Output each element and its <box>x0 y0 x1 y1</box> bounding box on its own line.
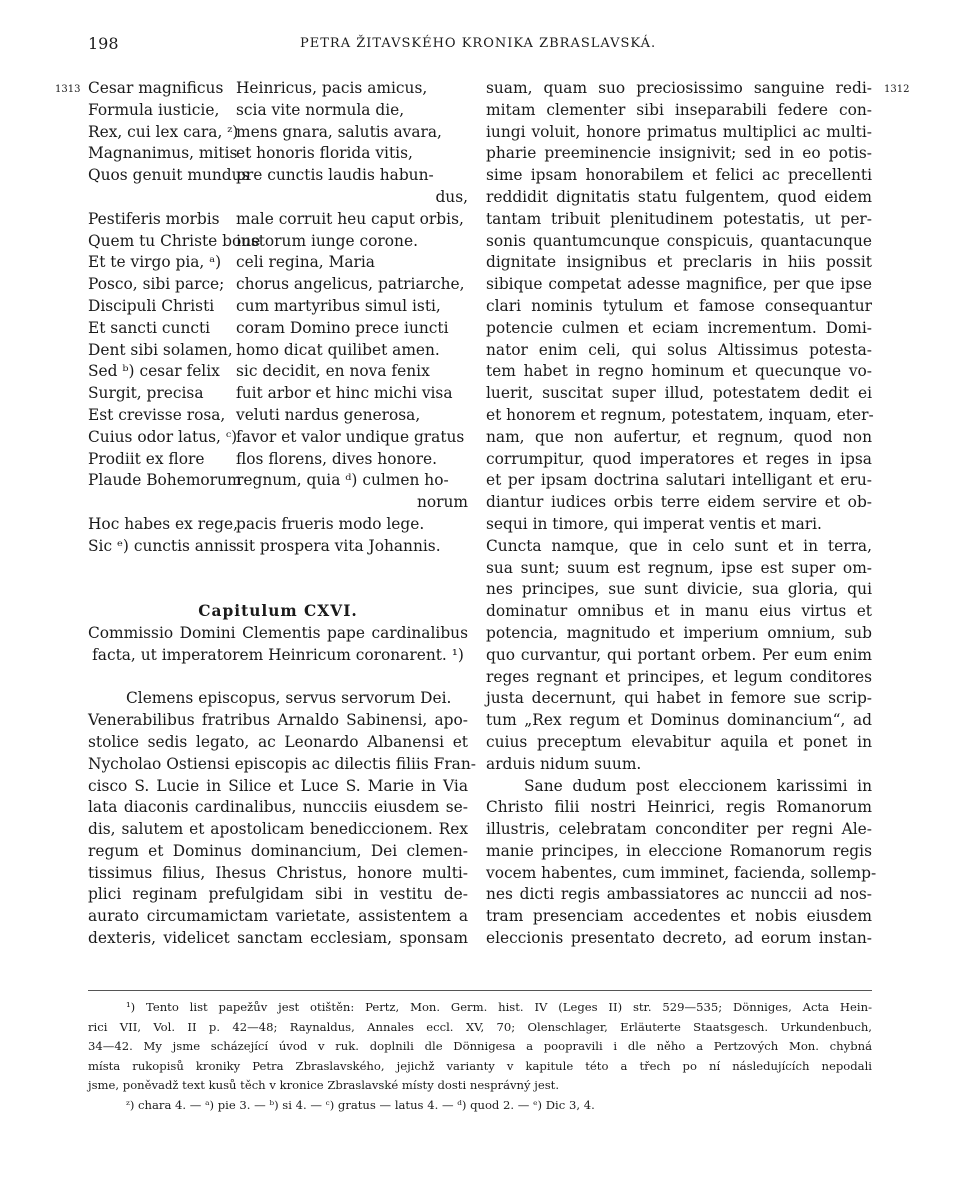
prose-line: potencia, magnitudo et imperium omnium, sub <box>486 623 872 642</box>
verse-line <box>88 122 468 144</box>
verse-second-half: mens gnara, salutis avara, <box>236 122 442 141</box>
verse-line <box>88 209 468 231</box>
prose-line: mitam clementer sibi inseparabili federe con- <box>486 100 872 119</box>
spacer <box>88 558 468 580</box>
prose-line: tem habet in regno hominum et quecunque vo- <box>486 362 872 381</box>
prose-line: nes dicti regis ambassiatores ac nunccii ad nos- <box>486 885 872 904</box>
prose-line: justa decernunt, qui habet in femore sue scrip- <box>486 689 872 708</box>
prose-line: aurato circumamictam varietate, assistentem a <box>88 907 468 926</box>
verse-first-half: Est crevisse rosa, <box>88 405 226 424</box>
spacer <box>88 579 468 601</box>
verse-runover <box>88 187 468 209</box>
prose-line: sequi in timore, qui imperat ventis et mari. <box>486 514 822 533</box>
verse-line <box>88 340 468 362</box>
verse-first-half: Quem tu Christe bone <box>88 231 261 250</box>
running-title: PETRA ŽITAVSKÉHO KRONIKA ZBRASLAVSKÁ. <box>300 36 657 51</box>
footnote-line: místa rukopisů kroniky Petra Zbraslavského, jejichž varianty v kapitule této a třech po ní následujících nepodali <box>88 1058 872 1073</box>
verse-line <box>88 318 468 340</box>
prose-line: tantam tribuit plenitudinem potestatis, ut per- <box>486 209 872 228</box>
verse-first-half: Surgit, precisa <box>88 384 204 403</box>
verse-second-half: pacis frueris modo lege. <box>236 514 425 533</box>
page-number: 198 <box>88 34 119 53</box>
verse-first-half: Discipuli Christi <box>88 296 215 315</box>
prose-line: regum et Dominus dominancium, Dei clemen- <box>88 841 468 860</box>
footnote-line: ¹) Tento list papežův jest otištěn: Pertz, Mon. Germ. hist. IV (Leges II) str. 529—535; Dönniges, Acta Hein- <box>126 1000 872 1014</box>
footnote-line: jsme, poněvadž text kusů těch v kronice Zbraslavské místy dosti nesprávný jest. <box>88 1078 560 1092</box>
verse-first-half: Et sancti cuncti <box>88 318 211 337</box>
verse-second-half: pre cunctis laudis habun- <box>236 166 434 185</box>
verse-second-half: et honoris florida vitis, <box>236 144 413 163</box>
prose-line: stolice sedis legato, ac Leonardo Albanensi et <box>88 732 468 751</box>
verse-line <box>88 536 468 558</box>
prose-line: potencie culmen et eciam incrementum. Domi- <box>486 318 872 337</box>
footnote-rule <box>88 990 872 991</box>
margin-year-left: 1313 <box>55 84 81 95</box>
prose-line: tissimus filius, Ihesus Christus, honore multi- <box>88 863 468 882</box>
prose-line: cisco S. Lucie in Silice et Luce S. Marie in Via <box>88 776 468 795</box>
prose-line: luerit, suscitat super illud, potestatem dedit ei <box>486 384 872 403</box>
prose-line: lata diaconis cardinalibus, nuncciis eiusdem se- <box>88 798 468 817</box>
verse-first-half: Dent sibi solamen, <box>88 340 233 359</box>
right-column <box>486 78 877 950</box>
spacer <box>88 667 468 689</box>
prose-line: cuius preceptum elevabitur aquila et ponet in <box>486 732 872 751</box>
verse-line <box>88 405 468 427</box>
verse-second-half: scia vite normula die, <box>236 100 405 119</box>
footnote-line: 34—42. My jsme scházející úvod v ruk. doplnili dle Dönnigesa a poopravili i dle něho a Pertzových Mon. chybná <box>88 1039 872 1053</box>
verse-second-half: favor et valor undique gratus <box>236 427 465 446</box>
prose-line: clari nominis tytulum et famose consequantur <box>486 296 872 315</box>
verse-first-half: Formula iusticie, <box>88 100 220 119</box>
verse-line <box>88 231 468 253</box>
prose-line: et honorem et regnum, potestatem, inquam, eter- <box>486 405 874 424</box>
verse-second-half: veluti nardus generosa, <box>236 405 421 424</box>
prose-line: suam, quam suo preciosissimo sanguine redi- <box>486 79 872 97</box>
verse-first-half: Cuius odor latus, ᶜ) <box>88 427 238 446</box>
prose-line: dis, salutem et apostolicam benediccionem. Rex <box>88 820 468 839</box>
prose-line: Christo filii nostri Heinrici, regis Romanorum <box>486 798 872 817</box>
prose-line: corrumpitur, quod imperatores et reges in ipsa <box>486 449 872 468</box>
verse-first-half: Magnanimus, mitis <box>88 144 238 163</box>
footnote-line: rici VII, Vol. II p. 42—48; Raynaldus, Annales eccl. XV, 70; Olenschlager, Erläuterte Staatsgesch. Urkundenbuch, <box>88 1019 872 1034</box>
prose-line: dominatur omnibus et in manu eius virtus et <box>486 602 872 621</box>
prose-line: arduis nidum suum. <box>486 754 642 773</box>
verse-first-half: Prodiit ex flore <box>88 449 205 468</box>
verse-line <box>88 470 468 492</box>
prose-line: eleccionis presentato decreto, ad eorum instan- <box>486 929 872 948</box>
prose-line: illustris, celebratam conconditer per regni Ale- <box>486 820 872 839</box>
prose-line: Clemens episcopus, servus servorum Dei. <box>126 689 452 708</box>
verse-first-half: Posco, sibi parce; <box>88 275 225 294</box>
verse-line <box>88 514 468 536</box>
chapter-title-line: facta, ut imperatorem Heinricum coronarent. ¹) <box>92 645 464 664</box>
verse-line <box>88 361 468 383</box>
prose-line: manie principes, in eleccione Romanorum regis <box>486 841 872 860</box>
verse-line <box>88 165 468 187</box>
prose-line: Cuncta namque, que in celo sunt et in terra, <box>486 536 872 555</box>
verse-line <box>88 78 468 100</box>
verse-second-half: male corruit heu caput orbis, <box>236 209 464 228</box>
verse-first-half: Quos genuit mundus <box>88 166 250 185</box>
prose-line: diantur iudices orbis terre eidem servire et ob- <box>486 493 872 512</box>
verse-second-half: cum martyribus simul isti, <box>236 296 441 315</box>
prose-line: pharie preeminencie insignivit; sed in eo potis- <box>486 144 872 163</box>
verse-first-half: Hoc habes ex rege, <box>88 514 239 533</box>
margin-year-right: 1312 <box>884 84 910 95</box>
verse-second-half: sit prospera vita Johannis. <box>236 536 441 555</box>
prose-line: tum „Rex regum et Dominus dominancium“, ad <box>486 711 872 730</box>
verse-second-half: flos florens, dives honore. <box>236 449 437 468</box>
verse-runover-text: dus, <box>435 187 468 206</box>
prose-line: sibique competat adesse magnifice, per que ipse <box>486 275 872 294</box>
prose-line: quo curvantur, qui portant orbem. Per eum enim <box>486 645 872 664</box>
prose-line: Venerabilibus fratribus Arnaldo Sabinensi, apo- <box>88 711 468 730</box>
verse-first-half: Cesar magnificus <box>88 79 224 97</box>
verse-runover-text: norum <box>416 493 468 512</box>
prose-line: sime ipsam honorabilem et felici ac precellenti <box>486 166 872 185</box>
verse-first-half: Sic ᵉ) cunctis annis <box>88 536 237 555</box>
prose-line: iungi voluit, honore primatus multiplici ac multi- <box>486 122 872 141</box>
verse-second-half: chorus angelicus, patriarche, <box>236 275 465 294</box>
prose-line: nam, que non aufertur, et regnum, quod non <box>486 427 872 446</box>
chapter-title-line: Commissio Domini Clementis pape cardinalibus <box>88 623 468 642</box>
verse-second-half: celi regina, Maria <box>236 253 375 272</box>
verse-first-half: Rex, cui lex cara, ᶻ) <box>88 122 239 141</box>
verse-first-half: Plaude Bohemorum <box>88 471 242 490</box>
verse-line <box>88 449 468 471</box>
left-column <box>88 78 476 950</box>
prose-line: tram presenciam accedentes et nobis eiusdem <box>486 907 872 926</box>
prose-line: dexteris, videlicet sanctam ecclesiam, sponsam <box>88 929 468 948</box>
verse-line <box>88 427 468 449</box>
prose-line: vocem habentes, cum imminet, facienda, sollemp- <box>486 863 877 882</box>
verse-first-half: Et te virgo pia, ᵃ) <box>88 253 222 272</box>
verse-line <box>88 274 468 296</box>
prose-line: nes principes, sue sunt divicie, sua gloria, qui <box>486 580 872 599</box>
verse-second-half: Heinricus, pacis amicus, <box>236 79 428 97</box>
verse-first-half: Pestiferis morbis <box>88 209 220 228</box>
prose-line: Nycholao Ostiensi episcopis ac dilectis filiis Fran- <box>88 754 476 773</box>
verse-second-half: fuit arbor et hinc michi visa <box>236 384 453 403</box>
verse-line <box>88 383 468 405</box>
prose-line: dignitate insignibus et preclaris in hiis possit <box>486 253 872 272</box>
verse-line <box>88 143 468 165</box>
verse-second-half: sic decidit, en nova fenix <box>236 362 430 381</box>
footnote-variants: ᶻ) chara 4. — ᵃ) pie 3. — ᵇ) si 4. — ᶜ) gratus — latus 4. — ᵈ) quod 2. — ᵉ) Dic 3, 4. <box>126 1097 595 1112</box>
prose-line: nator enim celi, qui solus Altissimus potesta- <box>486 340 872 359</box>
prose-line: sonis quantumcunque conspicuis, quantacunque <box>486 231 872 250</box>
prose-line: plici reginam prefulgidam sibi in vestitu de- <box>88 885 468 904</box>
prose-line: reges regnant et principes, et legum conditores <box>486 667 872 686</box>
verse-line <box>88 100 468 122</box>
verse-runover <box>88 492 468 514</box>
prose-line: sua sunt; suum est regnum, ipse est super om- <box>486 558 872 577</box>
verse-first-half: Sed ᵇ) cesar felix <box>88 362 220 381</box>
prose-line: reddidit dignitatis statu fulgentem, quod eidem <box>486 187 872 206</box>
prose-line: et per ipsam doctrina salutari intelligant et eru- <box>486 471 872 490</box>
chapter-heading: Capitulum CXVI. <box>198 602 358 621</box>
verse-second-half: iustorum iunge corone. <box>236 231 418 250</box>
verse-second-half: homo dicat quilibet amen. <box>236 340 440 359</box>
prose-line: Sane dudum post eleccionem karissimi in <box>524 776 872 795</box>
verse-line <box>88 252 468 274</box>
verse-line <box>88 296 468 318</box>
verse-second-half: regnum, quia ᵈ) culmen ho- <box>236 471 449 490</box>
footnotes <box>88 998 872 1115</box>
verse-second-half: coram Domino prece iuncti <box>236 318 449 337</box>
